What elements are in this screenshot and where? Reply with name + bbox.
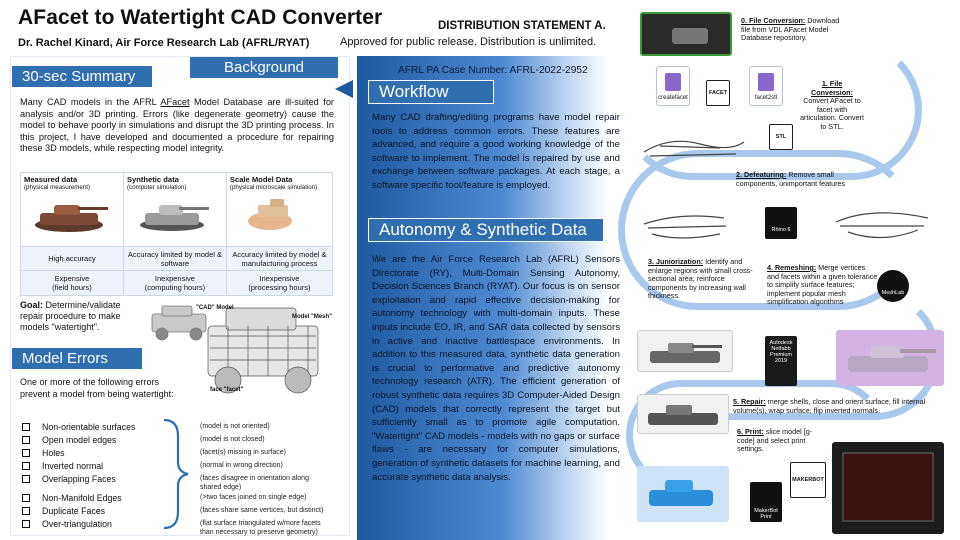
meshlab-icon: MeshLab [877,270,909,302]
facet-label: face "facet" [210,387,244,393]
scale-model-cell [226,173,332,247]
makerbot-file-icon: MAKERBOT [790,462,826,498]
printed-model-photo [230,191,329,239]
error-item [22,435,116,445]
tank-render-1-shape [638,331,733,372]
error-description: (faces share same vertices, but distinct) [200,507,324,514]
summary-text-before: Many CAD models in the AFRL [20,97,161,107]
step4-desc: Merge vertices and facets within a given tolerance to simplify surface features; implement popular mesh simplification algorithms [767,263,878,307]
scale-cost-sub: (processing hours) [248,283,311,293]
synthetic-cost [123,271,226,296]
measured-cost [21,271,124,296]
error-description: (model is not closed) [200,436,265,443]
error-name: Non-orientable surfaces [42,422,136,432]
rhino-icon: Rhino 6 [765,207,797,239]
checkbox-icon [22,507,30,515]
mesh-label: Model "Mesh" [292,314,333,320]
createfacet-label: createfacet [658,95,688,101]
cad-model-label: "CAD" Model [196,305,234,311]
tank-render-2-shape [638,395,729,434]
error-description: (normal in wrong direction) [200,462,283,469]
synthetic-cost-label: Inexpensive [154,274,195,284]
measured-cell [21,173,124,247]
wireframe-model-1 [640,126,750,170]
printed-tank-photo [637,466,729,522]
errors-tab: Model Errors [12,348,142,369]
author-line: Dr. Rachel Kinard, Air Force Research Lab (AFRL/RYAT) [18,37,310,49]
error-item [22,474,116,484]
afacet-link[interactable]: AFacet [160,97,190,107]
printer-window [842,452,934,522]
step0-desc: Download file from VDL AFacet Model Database repository. [741,16,840,43]
wireframe-model-2 [640,204,732,248]
printed-tank-shape [637,466,729,522]
tank-photo [24,191,120,239]
step6-text [737,428,817,454]
step3-text [648,258,758,301]
error-name: Overlapping Faces [42,474,116,484]
checkbox-icon [22,436,30,444]
step4-text [767,264,879,307]
step5-desc: merge shells, close and orient surface, fill internal volume(s), wrap surface, flip inverted normals. [733,397,926,415]
workflow-tab: Workflow [368,80,494,104]
netfabb-icon: Autodesk Netfabb Premium 2019 [765,336,797,386]
makerbot-print-icon: MakerBot Print [750,482,782,522]
distribution-heading: DISTRIBUTION STATEMENT A. [438,20,606,32]
step0-text [741,17,841,43]
remeshed-tank-render [836,330,944,386]
3d-printer-photo [832,442,944,534]
poster-title: AFacet to Watertight CAD Converter [18,6,383,29]
createfacet-icon [656,66,690,106]
synthetic-cost-sub: (computing hours) [144,283,206,293]
workflow-paragraph: Many CAD drafting/editing programs have model repair tools to address common errors. These features are advanced, and require a good working knowledge of the software to implement. The model is repaired by use and exchange between software packages. At each stage, a software specific tool/feature is employed. [372,112,620,191]
wireframe-model-3 [832,200,936,250]
checkbox-icon [22,520,30,528]
tank-render-2 [637,394,729,434]
error-name: Duplicate Faces [42,506,106,516]
step1-title: 1. File Conversion: [811,79,853,97]
step0-title: 0. File Conversion: [741,16,806,25]
stl-file-icon: STL [769,124,793,150]
pointer-arrow-icon [335,80,353,98]
step3-desc: Identify and enlarge regions with small cross-sectional area; reinforce components by increasing wall thickness. [648,257,753,301]
synthetic-sub: (computer simulation) [126,184,187,191]
error-item [22,519,112,529]
remeshed-tank-shape [836,330,944,386]
step5-title: 5. Repair: [733,397,766,406]
autonomy-paragraph: We are the Air Force Research Lab (AFRL) Sensors Directorate (RY), Multi-Domain Sensing Autonomy, Decision Sciences Branch (RYAT). Our focus is on sensor exploitation and rapid effective decision-making for autonomy technology with multi-domain inputs. These inputs include EO, IR, and SAR data collected by sensors in active and inactive battlespace environments. In addition to this measured data, synthetic data generation is crucial to performative and predictive autonomy technology research (ATR). The efficient generation of robust synthetic data requires 3D Computer-Aided Design (CAD) models that correctly represent the target but sufficiently small as to promote agile computation. "Watertight" CAD models - models with no gaps or surface flaws - are necessary for computer simulations, generation of synthetic datasets for machine learning, and accurate synthetic data analysis. [372,254,620,483]
error-name: Holes [42,448,65,458]
error-description: (flat surface triangulated w/more facets than necessary to preserve geometry) [200,520,321,536]
checkbox-icon [22,494,30,502]
checkbox-icon [22,462,30,470]
goal-label: Goal: [20,300,44,310]
measured-title: Measured data [24,175,78,184]
step2-text [736,171,856,188]
summary-tab: 30-sec Summary [12,66,152,87]
synthetic-accuracy: Accuracy limited by model & software [123,246,226,271]
error-item [22,506,105,516]
brace-icon [160,418,190,530]
synthetic-title: Synthetic data [126,175,179,184]
step1-text [800,80,864,132]
step3-title: 3. Juniorization: [648,257,704,266]
error-name: Open model edges [42,435,117,445]
database-screenshot [640,12,732,56]
step1-desc: Convert AFacet to facet with articulation. Convert to STL. [800,96,864,131]
measured-cost-label: Expensive [54,274,90,284]
goal-text: Determine/validate repair procedure to make models "watertight". [20,300,121,332]
summary-paragraph [20,97,334,155]
step5-text [733,398,933,415]
error-name: Over-triangulation [42,519,112,529]
checkbox-icon [22,449,30,457]
error-name: Non-Manifold Edges [42,493,122,503]
synthetic-tank-image [127,191,223,239]
error-description: (facet(s) missing in surface) [200,449,286,456]
background-tab: Background [190,57,338,78]
scale-cost-label: Inexpensive [259,274,300,284]
database-tank-thumb [672,28,708,44]
error-description: (faces disagree in orientation along shared edge) [200,475,309,491]
error-description: (model is not oriented) [200,423,270,430]
errors-intro: One or more of the following errors prevent a model from being watertight: [20,377,174,399]
measured-cost-sub: (field hours) [52,283,92,293]
data-comparison-table [20,172,333,296]
facet2stl-label: facet2stl [754,95,778,101]
measured-accuracy: High accuracy [21,246,124,271]
measured-sub: (physical measurement) [24,184,91,191]
goal-statement [20,300,138,333]
distribution-text: Approved for public release. Distribution is unlimited. [340,36,597,48]
scale-cost [226,271,332,296]
error-item [22,461,103,471]
step2-title: 2. Defeaturing: [736,170,787,179]
step2-desc: Remove small components, unimportant features [736,170,846,188]
facet-file-icon: FACET [706,80,730,106]
synthetic-cell [123,173,226,247]
checkbox-icon [22,423,30,431]
error-item [22,422,135,432]
scale-model-title: Scale Model Data [229,175,293,184]
summary-text-after: Model Database are ill-suited for analysis and/or 3D printing. Errors (like degenerate geometry) cause the model to behave poorly in simulations and disrupt the 3D printing process. In this project, I have developed and documented a procedure for repairing these 3D models, while respecting model integrity. [20,97,334,154]
step6-desc: slice model [g-code] and select print settings. [737,427,813,454]
facet2stl-icon [749,66,783,106]
step6-title: 6. Print: [737,427,764,436]
tank-render-1 [637,330,733,372]
scale-accuracy: Accuracy limited by model & manufacturing process [226,246,332,271]
error-item [22,493,122,503]
autonomy-tab: Autonomy & Synthetic Data [368,218,604,242]
error-name: Inverted normal [42,461,104,471]
step4-title: 4. Remeshing: [767,263,817,272]
error-item [22,448,65,458]
pa-case-number: AFRL PA Case Number: AFRL-2022-2952 [398,65,588,76]
checkbox-icon [22,475,30,483]
error-description: (>two faces joined on single edge) [200,494,307,501]
scale-model-sub: (physical microscale simulation) [229,184,318,191]
